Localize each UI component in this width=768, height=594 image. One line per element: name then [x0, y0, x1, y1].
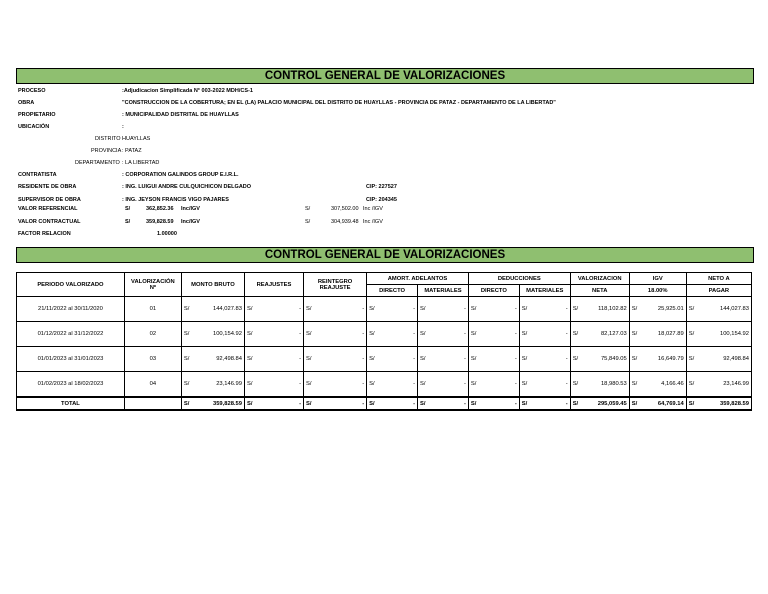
- header-valorizacion-line1: VALORIZACIÓN: [131, 278, 175, 285]
- total-monto-bruto-currency: S/: [181, 397, 197, 410]
- valorizacion-num-cell: 02: [124, 322, 181, 347]
- igv-value: 16,649.79: [646, 347, 687, 372]
- amort-directo-value: -: [383, 372, 418, 398]
- reintegro-currency: S/: [304, 347, 320, 372]
- distrito-value: HUAYLLAS: [122, 136, 151, 142]
- reajustes-currency: S/: [244, 322, 260, 347]
- val-neta-value: 82,127.03: [586, 322, 629, 347]
- igv-value: 18,027.89: [646, 322, 687, 347]
- total-monto-bruto-value: 359,828.59: [198, 397, 245, 410]
- valor-contractual-igv-2: Inc /IGV: [363, 219, 383, 225]
- total-val-neta-currency: S/: [570, 397, 586, 410]
- valor-contractual-currency-2: S/: [305, 219, 311, 225]
- header-igv-2: 18.00%: [629, 285, 686, 297]
- valor-referencial-currency-2: S/: [305, 206, 311, 212]
- amort-materiales-value: -: [434, 322, 469, 347]
- neto-pagar-value: 144,027.83: [703, 297, 752, 322]
- departamento-value: : LA LIBERTAD: [122, 160, 160, 166]
- table-row: [17, 347, 752, 372]
- val-neta-currency: S/: [570, 322, 586, 347]
- amort-directo-value: -: [383, 297, 418, 322]
- amort-directo-currency: S/: [367, 297, 383, 322]
- reintegro-currency: S/: [304, 322, 320, 347]
- total-label: TOTAL: [17, 397, 125, 410]
- header-amort: AMORT. ADELANTOS: [367, 273, 469, 285]
- header-reintegro-line2: REAJUSTE: [319, 284, 351, 291]
- title-text: CONTROL GENERAL DE VALORIZACIONES: [264, 70, 506, 82]
- table-row: [17, 322, 752, 347]
- header-neto-2: PAGAR: [686, 285, 751, 297]
- amort-directo-currency: S/: [367, 322, 383, 347]
- header-deducciones: DEDUCCIONES: [468, 273, 570, 285]
- header-igv-1: IGV: [629, 273, 686, 285]
- departamento-label: DEPARTAMENTO: [75, 160, 120, 166]
- periodo-cell: 01/01/2023 al 31/01/2023: [17, 347, 125, 372]
- amort-directo-value: -: [383, 322, 418, 347]
- header-val-neta-1: VALORIZACION: [570, 273, 629, 285]
- reintegro-value: -: [320, 347, 367, 372]
- valor-referencial-igv: Inc/IGV: [181, 206, 200, 212]
- reajustes-value: -: [261, 372, 304, 398]
- header-amort-materiales: MATERIALES: [418, 285, 469, 297]
- ubicacion-label: UBICACIÓN: [18, 124, 50, 130]
- reintegro-value: -: [320, 297, 367, 322]
- val-neta-value: 18,980.53: [586, 372, 629, 398]
- table-row: [17, 372, 752, 398]
- supervisor-cip: CIP: 204345: [366, 197, 397, 203]
- page-title: [16, 68, 754, 84]
- reajustes-currency: S/: [244, 347, 260, 372]
- total-amort-directo-value: -: [383, 397, 418, 410]
- supervisor-label: SUPERVISOR DE OBRA: [18, 197, 81, 203]
- reajustes-value: -: [261, 322, 304, 347]
- valor-contractual-value: 359,828.59: [146, 219, 174, 225]
- factor-relacion-value: 1.00000: [157, 231, 177, 237]
- header-reintegro-line1: REINTEGRO: [317, 278, 353, 285]
- header-ded-directo: DIRECTO: [468, 285, 519, 297]
- monto-bruto-value: 23,146.99: [198, 372, 245, 398]
- total-igv-value: 64,769.14: [646, 397, 687, 410]
- periodo-cell: 21/11/2022 al 30/11/2020: [17, 297, 125, 322]
- header-reintegro: [304, 273, 367, 297]
- provincia-value: : PATAZ: [122, 148, 142, 154]
- total-ded-directo-currency: S/: [468, 397, 484, 410]
- residente-label: RESIDENTE DE OBRA: [18, 184, 77, 190]
- amort-materiales-currency: S/: [418, 372, 434, 398]
- header-neto-1: NETO A: [686, 273, 751, 285]
- ded-directo-currency: S/: [468, 347, 484, 372]
- valor-referencial-igv-2: Inc /IGV: [363, 206, 383, 212]
- table-row: [17, 297, 752, 322]
- monto-bruto-value: 100,154.92: [198, 322, 245, 347]
- header-valorizacion: [124, 273, 181, 297]
- total-neto-pagar-currency: S/: [686, 397, 702, 410]
- total-amort-directo-currency: S/: [367, 397, 383, 410]
- val-neta-currency: S/: [570, 347, 586, 372]
- header-valorizacion-line2: Nº: [149, 284, 157, 291]
- ded-directo-value: -: [485, 347, 520, 372]
- propietario-label: PROPIETARIO: [18, 112, 56, 118]
- valor-contractual-value-2: 304,939.48: [331, 219, 359, 225]
- contratista-label: CONTRATISTA: [18, 172, 57, 178]
- ded-directo-currency: S/: [468, 322, 484, 347]
- neto-pagar-value: 23,146.99: [703, 372, 752, 398]
- amort-materiales-value: -: [434, 347, 469, 372]
- total-neto-pagar-value: 359,828.59: [703, 397, 752, 410]
- total-igv-currency: S/: [629, 397, 645, 410]
- igv-value: 25,925.01: [646, 297, 687, 322]
- ded-directo-value: -: [485, 322, 520, 347]
- igv-currency: S/: [629, 347, 645, 372]
- val-neta-currency: S/: [570, 297, 586, 322]
- ded-materiales-value: -: [536, 347, 571, 372]
- monto-bruto-currency: S/: [181, 347, 197, 372]
- reajustes-value: -: [261, 347, 304, 372]
- header-ded-materiales: MATERIALES: [519, 285, 570, 297]
- amort-materiales-currency: S/: [418, 322, 434, 347]
- amort-materiales-currency: S/: [418, 347, 434, 372]
- monto-bruto-currency: S/: [181, 297, 197, 322]
- valor-referencial-currency: S/: [125, 206, 131, 212]
- ded-directo-currency: S/: [468, 297, 484, 322]
- table-title: [16, 247, 754, 263]
- total-ded-materiales-currency: S/: [519, 397, 535, 410]
- periodo-cell: 01/12/2022 al 31/12/2022: [17, 322, 125, 347]
- ded-materiales-value: -: [536, 297, 571, 322]
- valor-referencial-value: 362,852.36: [146, 206, 174, 212]
- provincia-label: PROVINCIA: [91, 148, 122, 154]
- total-ded-directo-value: -: [485, 397, 520, 410]
- igv-currency: S/: [629, 322, 645, 347]
- header-reajustes: REAJUSTES: [244, 273, 303, 297]
- total-reintegro-value: -: [320, 397, 367, 410]
- valor-contractual-igv: Inc/IGV: [181, 219, 200, 225]
- reintegro-value: -: [320, 322, 367, 347]
- amort-materiales-currency: S/: [418, 297, 434, 322]
- neto-pagar-currency: S/: [686, 322, 702, 347]
- valorizaciones-table: [16, 272, 752, 411]
- ubicacion-value: :: [122, 124, 124, 130]
- total-reajustes-currency: S/: [244, 397, 260, 410]
- total-amort-materiales-currency: S/: [418, 397, 434, 410]
- reajustes-currency: S/: [244, 297, 260, 322]
- monto-bruto-value: 92,498.84: [198, 347, 245, 372]
- amort-directo-value: -: [383, 347, 418, 372]
- ded-materiales-value: -: [536, 372, 571, 398]
- header-periodo: PERIODO VALORIZADO: [17, 273, 125, 297]
- val-neta-value: 118,102.82: [586, 297, 629, 322]
- supervisor-value: : ING. JEYSON FRANCIS VIGO PAJARES: [122, 197, 229, 203]
- total-reintegro-currency: S/: [304, 397, 320, 410]
- contratista-value: : CORPORATION GALINDOS GROUP E.I.R.L.: [122, 172, 239, 178]
- valor-contractual-currency: S/: [125, 219, 131, 225]
- ded-materiales-currency: S/: [519, 297, 535, 322]
- residente-value: : ING. LUIGUI ANDRE CULQUICHICON DELGADO: [122, 184, 252, 190]
- ded-directo-currency: S/: [468, 372, 484, 398]
- propietario-value: : MUNICIPALIDAD DISTRITAL DE HUAYLLAS: [122, 112, 239, 118]
- reintegro-currency: S/: [304, 372, 320, 398]
- reajustes-currency: S/: [244, 372, 260, 398]
- factor-relacion-label: FACTOR RELACION: [18, 231, 71, 237]
- val-neta-value: 75,849.05: [586, 347, 629, 372]
- obra-value: "CONSTRUCCION DE LA COBERTURA; EN EL (LA) PALACIO MUNICIPAL DEL DISTRITO DE HUAYLLAS - PROVINCIA DE PATAZ - DEPARTAMENTO DE LA LIBERTAD": [122, 100, 556, 106]
- total-reajustes-value: -: [261, 397, 304, 410]
- reajustes-value: -: [261, 297, 304, 322]
- neto-pagar-value: 100,154.92: [703, 322, 752, 347]
- header-amort-directo: DIRECTO: [367, 285, 418, 297]
- neto-pagar-value: 92,498.84: [703, 347, 752, 372]
- total-row: [17, 397, 752, 410]
- periodo-cell: 01/02/2023 al 18/02/2023: [17, 372, 125, 398]
- total-val-neta-value: 295,059.45: [586, 397, 629, 410]
- amort-materiales-value: -: [434, 372, 469, 398]
- igv-value: 4,166.46: [646, 372, 687, 398]
- val-neta-currency: S/: [570, 372, 586, 398]
- igv-currency: S/: [629, 372, 645, 398]
- ded-materiales-value: -: [536, 322, 571, 347]
- neto-pagar-currency: S/: [686, 372, 702, 398]
- ded-materiales-currency: S/: [519, 372, 535, 398]
- neto-pagar-currency: S/: [686, 297, 702, 322]
- ded-directo-value: -: [485, 372, 520, 398]
- valorizacion-num-cell: 03: [124, 347, 181, 372]
- reintegro-currency: S/: [304, 297, 320, 322]
- monto-bruto-value: 144,027.83: [198, 297, 245, 322]
- proceso-label: PROCESO: [18, 88, 46, 94]
- total-ded-materiales-value: -: [536, 397, 571, 410]
- igv-currency: S/: [629, 297, 645, 322]
- amort-directo-currency: S/: [367, 347, 383, 372]
- neto-pagar-currency: S/: [686, 347, 702, 372]
- distrito-label: DISTRITO: [95, 136, 121, 142]
- valor-referencial-value-2: 307,502.00: [331, 206, 359, 212]
- residente-cip: CIP: 227527: [366, 184, 397, 190]
- valorizacion-num-cell: 04: [124, 372, 181, 398]
- amort-materiales-value: -: [434, 297, 469, 322]
- valorizacion-num-cell: 01: [124, 297, 181, 322]
- ded-directo-value: -: [485, 297, 520, 322]
- table-title-text: CONTROL GENERAL DE VALORIZACIONES: [264, 249, 506, 261]
- total-amort-materiales-value: -: [434, 397, 469, 410]
- reintegro-value: -: [320, 372, 367, 398]
- proceso-value: :Adjudicacion Simplificada N° 003-2022 MDH/CS-1: [122, 88, 253, 94]
- valor-referencial-label: VALOR REFERENCIAL: [18, 206, 78, 212]
- amort-directo-currency: S/: [367, 372, 383, 398]
- ded-materiales-currency: S/: [519, 347, 535, 372]
- obra-label: OBRA: [18, 100, 35, 106]
- total-empty-cell: [124, 397, 181, 410]
- monto-bruto-currency: S/: [181, 322, 197, 347]
- ded-materiales-currency: S/: [519, 322, 535, 347]
- header-val-neta-2: NETA: [570, 285, 629, 297]
- header-monto-bruto: MONTO BRUTO: [181, 273, 244, 297]
- monto-bruto-currency: S/: [181, 372, 197, 398]
- valor-contractual-label: VALOR CONTRACTUAL: [18, 219, 81, 225]
